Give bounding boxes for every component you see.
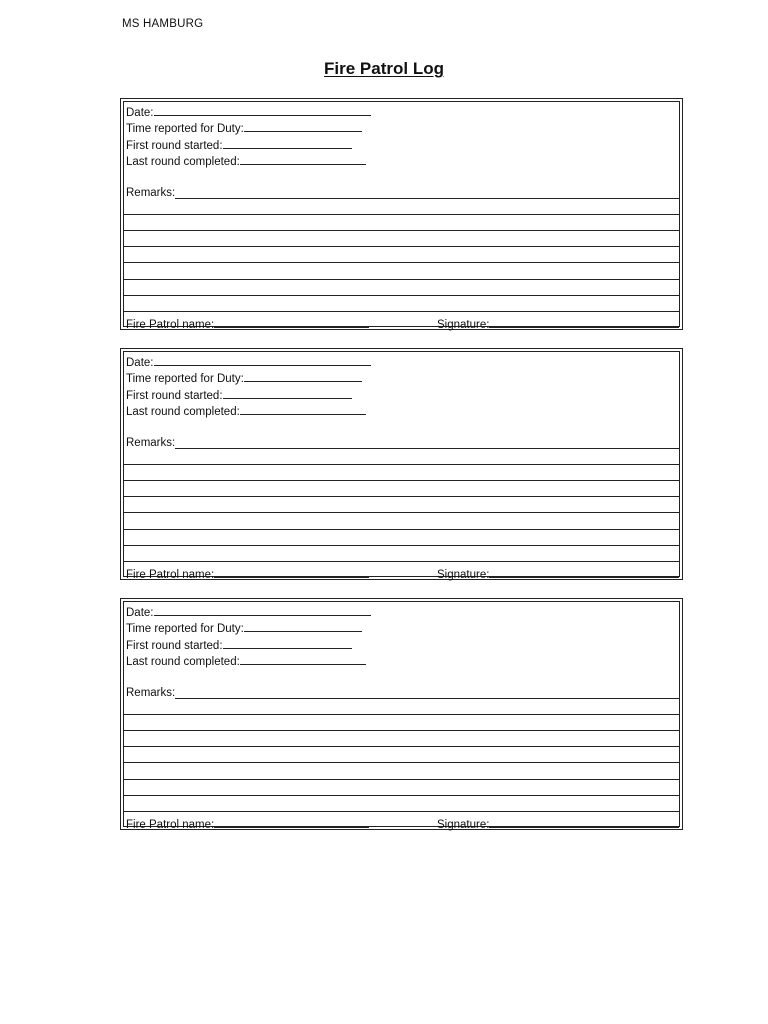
date-label: Date: [126,607,154,619]
first-round-label: First round started: [126,640,223,652]
remarks-blank[interactable] [175,436,679,449]
remarks-line[interactable] [124,262,679,263]
signature-blank[interactable] [489,316,679,328]
signature-blank[interactable] [489,816,679,828]
date-field[interactable] [126,604,371,620]
time-reported-blank[interactable] [244,620,362,632]
page-title: Fire Patrol Log [324,59,444,78]
time-reported-blank[interactable] [244,370,362,382]
remarks-line[interactable] [124,279,679,280]
signature-label: Signature: [437,569,490,581]
vessel-name: MS HAMBURG [122,18,204,30]
remarks-line[interactable] [124,214,679,215]
patrol-name-field[interactable] [126,316,369,332]
date-blank[interactable] [154,604,371,616]
signature-field[interactable] [437,316,679,332]
first-round-field[interactable] [126,387,352,403]
remarks-line[interactable] [124,779,679,780]
remarks-line[interactable] [124,311,679,312]
remarks-line[interactable] [124,496,679,497]
first-round-field[interactable] [126,137,352,153]
time-reported-field[interactable] [126,620,362,636]
signature-blank[interactable] [489,566,679,578]
remarks-line[interactable] [124,230,679,231]
log-entry-block [120,598,683,830]
last-round-blank[interactable] [240,653,366,665]
patrol-name-label: Fire Patrol name: [126,319,215,331]
log-entry-block [120,98,683,330]
remarks-line[interactable] [124,246,679,247]
first-round-label: First round started: [126,390,223,402]
remarks-blank[interactable] [175,186,679,199]
time-reported-label: Time reported for Duty: [126,623,244,635]
remarks-line[interactable] [124,795,679,796]
first-round-label: First round started: [126,140,223,152]
time-reported-label: Time reported for Duty: [126,123,244,135]
patrol-name-blank[interactable] [214,816,369,828]
time-reported-label: Time reported for Duty: [126,373,244,385]
remarks-line[interactable] [124,762,679,763]
signature-label: Signature: [437,819,490,831]
remarks-line[interactable] [124,295,679,296]
log-entry-frame [123,351,680,581]
remarks-line[interactable] [124,730,679,731]
last-round-field[interactable] [126,153,366,169]
date-field[interactable] [126,104,371,120]
patrol-name-blank[interactable] [214,566,369,578]
remarks-field[interactable] [126,186,679,200]
remarks-label: Remarks: [126,687,176,699]
patrol-name-label: Fire Patrol name: [126,569,215,581]
signature-label: Signature: [437,319,490,331]
remarks-blank[interactable] [175,686,679,699]
remarks-line[interactable] [124,480,679,481]
remarks-label: Remarks: [126,187,176,199]
remarks-line[interactable] [124,561,679,562]
time-reported-blank[interactable] [244,120,362,132]
date-label: Date: [126,357,154,369]
last-round-field[interactable] [126,653,366,669]
patrol-name-field[interactable] [126,816,369,832]
patrol-name-blank[interactable] [214,316,369,328]
remarks-line[interactable] [124,714,679,715]
remarks-field[interactable] [126,686,679,700]
date-label: Date: [126,107,154,119]
date-blank[interactable] [154,354,371,366]
first-round-blank[interactable] [223,637,352,649]
last-round-blank[interactable] [240,153,366,165]
remarks-line[interactable] [124,529,679,530]
last-round-label: Last round completed: [126,156,240,168]
date-blank[interactable] [154,104,371,116]
last-round-blank[interactable] [240,403,366,415]
remarks-line[interactable] [124,811,679,812]
time-reported-field[interactable] [126,120,362,136]
patrol-name-field[interactable] [126,566,369,582]
remarks-line[interactable] [124,746,679,747]
remarks-field[interactable] [126,436,679,450]
first-round-field[interactable] [126,637,352,653]
patrol-name-label: Fire Patrol name: [126,819,215,831]
log-entry-frame [123,101,680,331]
remarks-line[interactable] [124,545,679,546]
remarks-label: Remarks: [126,437,176,449]
last-round-field[interactable] [126,403,366,419]
log-entry-block [120,348,683,580]
remarks-line[interactable] [124,512,679,513]
time-reported-field[interactable] [126,370,362,386]
date-field[interactable] [126,354,371,370]
log-entry-frame [123,601,680,831]
signature-field[interactable] [437,566,679,582]
first-round-blank[interactable] [223,387,352,399]
last-round-label: Last round completed: [126,406,240,418]
first-round-blank[interactable] [223,137,352,149]
remarks-line[interactable] [124,464,679,465]
last-round-label: Last round completed: [126,656,240,668]
signature-field[interactable] [437,816,679,832]
